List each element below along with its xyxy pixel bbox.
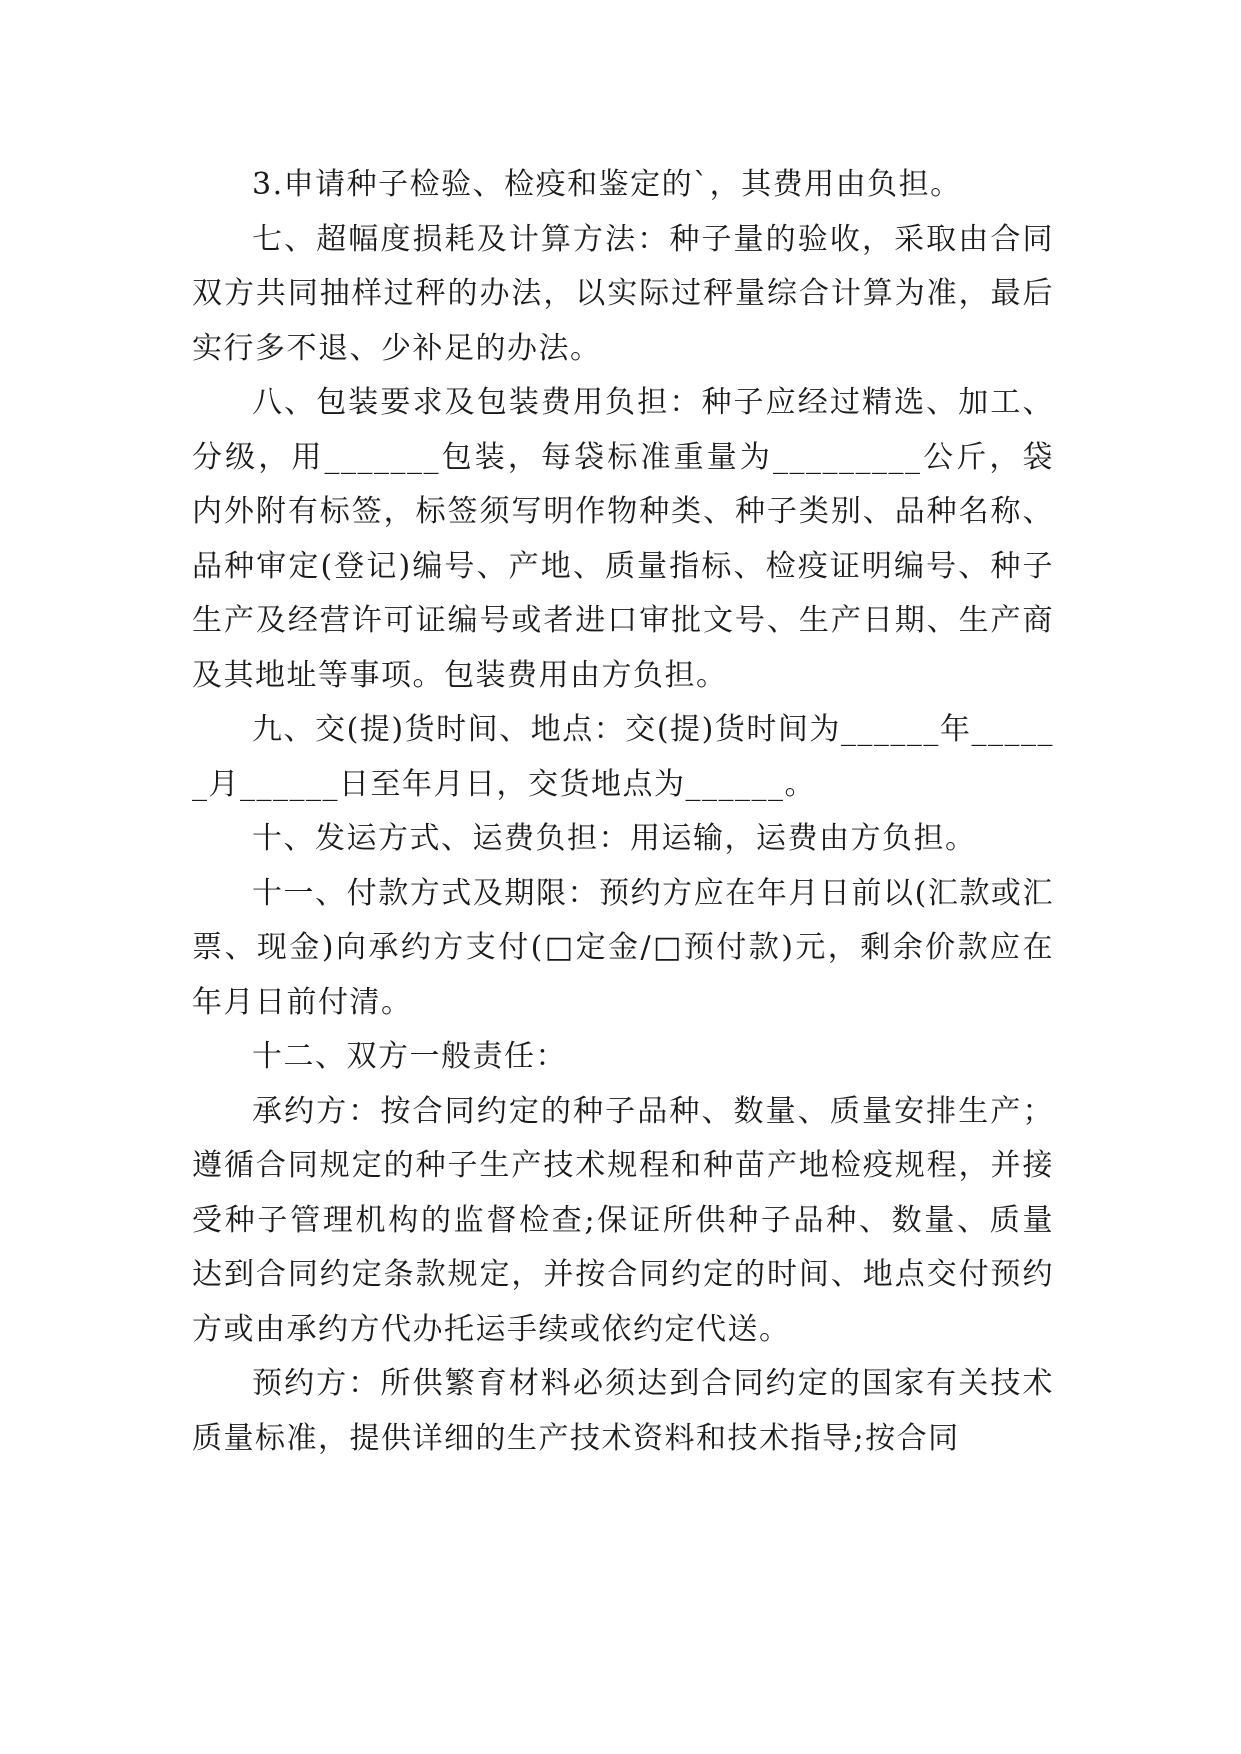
paragraph-inspection-fee: 3.申请种子检验、检疫和鉴定的`，其费用由负担。	[252, 167, 962, 202]
paragraph-contractor-duties: 承约方：按合同约定的种子品种、数量、质量安排生产；遵循合同规定的种子生产技术规程和种苗产地检疫规程，并接受种子管理机构的监督检查;保证所供种子品种、数量、质量达到合同约定条款规定，并按合同约定的时间、地点交付预约方或由承约方代办托运手续或依约定代送。	[192, 1093, 1054, 1347]
paragraph-purchaser-duties: 预约方：所供繁育材料必须达到合同约定的国家有关技术质量标准，提供详细的生产技术资料和技术指导;按合同	[192, 1366, 1054, 1456]
paragraph-clause-10-shipping: 十、发运方式、运费负担：用运输，运费由方负担。	[252, 821, 977, 856]
document-body	[192, 158, 1054, 1466]
paragraph-clause-7-loss-calculation: 七、超幅度损耗及计算方法：种子量的验收，采取由合同双方共同抽样过秤的办法，以实际过秤量综合计算为准，最后实行多不退、少补足的办法。	[192, 221, 1054, 366]
paragraph-clause-9-delivery: 九、交(提)货时间、地点：交(提)货时间为______年______月______日至年月日，交货地点为______。	[192, 712, 1054, 802]
paragraph-clause-8-packaging: 八、包装要求及包装费用负担：种子应经过精选、加工、分级，用_______包装，每袋标准重量为_________公斤，袋内外附有标签，标签须写明作物种类、种子类别、品种名称、品种审定(登记)编号、产地、质量指标、检疫证明编号、种子生产及经营许可证编号或者进口审批文号、生产日期、生产商及其地址等事项。包装费用由方负担。	[192, 385, 1054, 693]
paragraph-clause-12-heading: 十二、双方一般责任：	[252, 1039, 567, 1074]
paragraph-clause-11-payment: 十一、付款方式及期限：预约方应在年月日前以(汇款或汇票、现金)向承约方支付(□定金/□预付款)元，剩余价款应在年月日前付清。	[192, 875, 1054, 1020]
